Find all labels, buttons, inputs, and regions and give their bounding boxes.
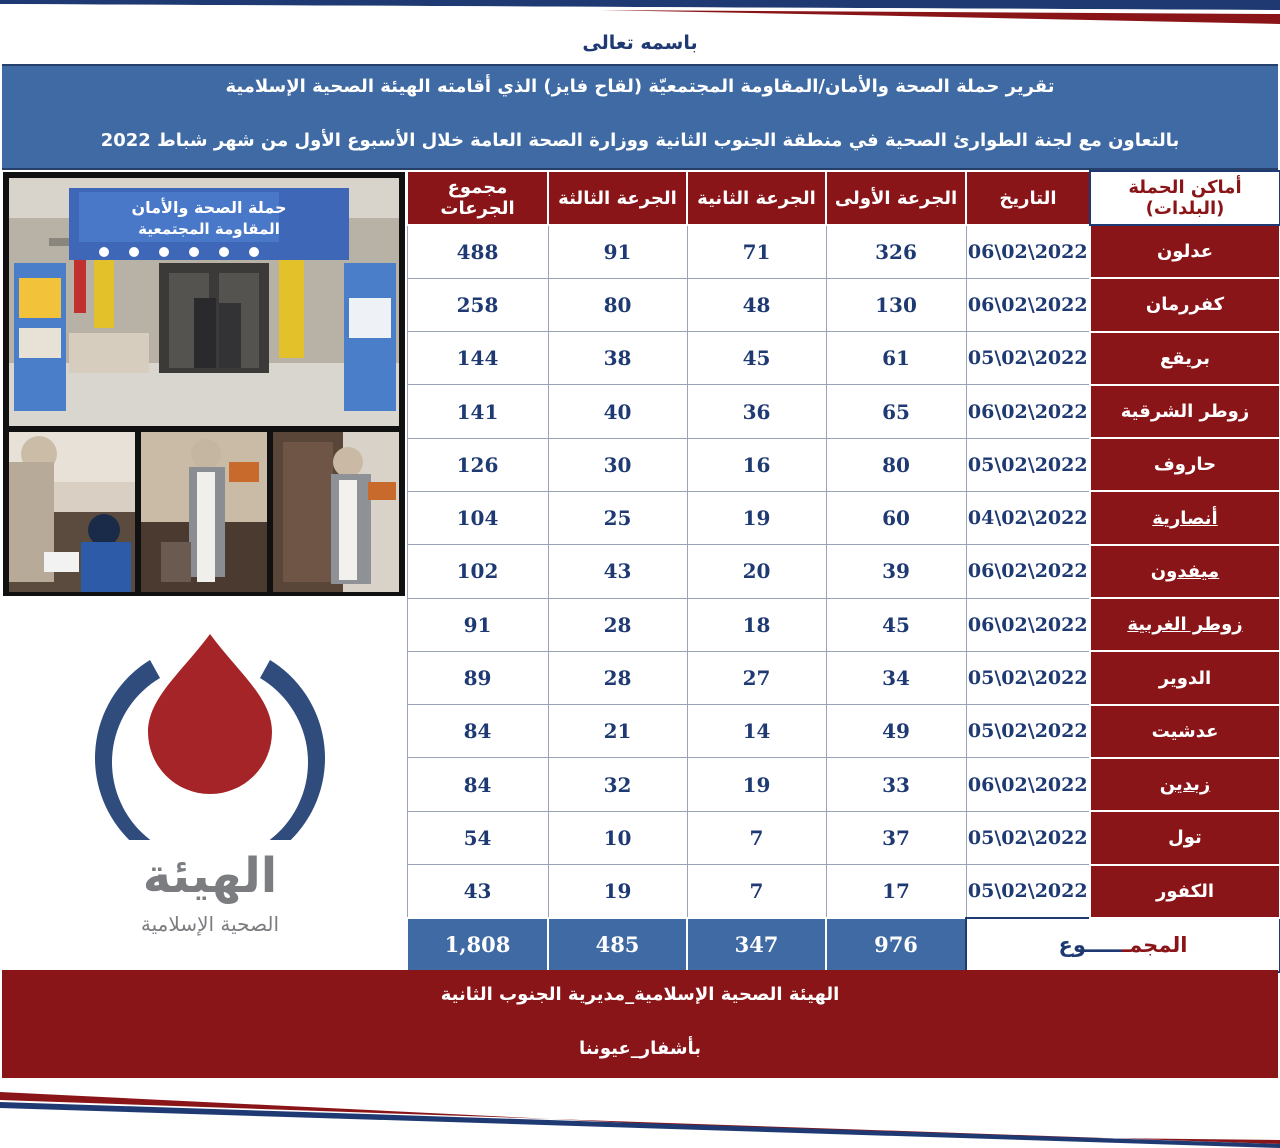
dose1-cell: 34 bbox=[826, 651, 966, 704]
dose2-cell: 27 bbox=[687, 651, 826, 704]
header-place: أماكن الحملة (البلدات) bbox=[1090, 171, 1280, 225]
place-cell: زبدين bbox=[1090, 758, 1280, 811]
header-dose1: الجرعة الأولى bbox=[826, 171, 966, 225]
campaign-entrance-photo bbox=[9, 178, 399, 426]
total-dose1: 976 bbox=[826, 918, 966, 972]
total-cell: 54 bbox=[407, 811, 548, 864]
place-cell: كفررمان bbox=[1090, 278, 1280, 331]
dose3-cell: 80 bbox=[548, 278, 687, 331]
date-cell: 2022\02\06 bbox=[966, 758, 1090, 811]
dose1-cell: 33 bbox=[826, 758, 966, 811]
place-cell: عدشيت bbox=[1090, 705, 1280, 758]
header-band bbox=[2, 64, 1278, 170]
dose3-cell: 25 bbox=[548, 491, 687, 544]
header-total: مجموع الجرعات bbox=[407, 171, 548, 225]
report-subtitle: بالتعاون مع لجنة الطوارئ الصحية في منطقة الجنوب الثانية ووزارة الصحة العامة خلال الأسبوع الأول من شهر شباط 2022 bbox=[100, 130, 1180, 151]
dose1-cell: 61 bbox=[826, 332, 966, 385]
place-cell: أنصارية bbox=[1090, 491, 1280, 544]
date-cell: 2022\02\05 bbox=[966, 438, 1090, 491]
total-cell: 126 bbox=[407, 438, 548, 491]
dose1-cell: 49 bbox=[826, 705, 966, 758]
dose2-cell: 20 bbox=[687, 545, 826, 598]
dose3-cell: 30 bbox=[548, 438, 687, 491]
banner-text-line2: المقاومة المجتمعية bbox=[138, 220, 280, 238]
table-row bbox=[407, 758, 1280, 811]
dose1-cell: 17 bbox=[826, 865, 966, 918]
dose2-cell: 7 bbox=[687, 811, 826, 864]
place-cell: زوطر الغربية bbox=[1090, 598, 1280, 651]
vaccination-photo-1 bbox=[9, 432, 135, 592]
header-dose3: الجرعة الثالثة bbox=[548, 171, 687, 225]
total-cell: 488 bbox=[407, 225, 548, 278]
place-cell: تول bbox=[1090, 811, 1280, 864]
total-cell: 102 bbox=[407, 545, 548, 598]
dose2-cell: 7 bbox=[687, 865, 826, 918]
logo-name: الهيئة bbox=[142, 848, 278, 904]
dose2-cell: 16 bbox=[687, 438, 826, 491]
dose3-cell: 38 bbox=[548, 332, 687, 385]
footer-hashtag: بأشفار_عيوننا bbox=[578, 1038, 702, 1059]
logo-subname: الصحية الإسلامية bbox=[140, 912, 280, 936]
date-cell: 2022\02\05 bbox=[966, 705, 1090, 758]
dose3-cell: 10 bbox=[548, 811, 687, 864]
date-cell: 2022\02\06 bbox=[966, 278, 1090, 331]
dose3-cell: 40 bbox=[548, 385, 687, 438]
date-cell: 2022\02\05 bbox=[966, 811, 1090, 864]
table-row bbox=[407, 705, 1280, 758]
dose3-cell: 28 bbox=[548, 598, 687, 651]
date-cell: 2022\02\06 bbox=[966, 225, 1090, 278]
dose2-cell: 36 bbox=[687, 385, 826, 438]
dose2-cell: 19 bbox=[687, 491, 826, 544]
total-dose3: 485 bbox=[548, 918, 687, 972]
dose3-cell: 28 bbox=[548, 651, 687, 704]
footer-band bbox=[2, 970, 1278, 1078]
campaign-photos bbox=[3, 172, 405, 596]
date-cell: 2022\02\06 bbox=[966, 385, 1090, 438]
dose1-cell: 60 bbox=[826, 491, 966, 544]
table-row bbox=[407, 811, 1280, 864]
vaccination-photo-2 bbox=[141, 432, 267, 592]
place-cell: زوطر الشرقية bbox=[1090, 385, 1280, 438]
vaccination-photo-3 bbox=[273, 432, 399, 592]
dose2-cell: 14 bbox=[687, 705, 826, 758]
total-cell: 141 bbox=[407, 385, 548, 438]
total-cell: 84 bbox=[407, 758, 548, 811]
table-row bbox=[407, 225, 1280, 278]
dose3-cell: 91 bbox=[548, 225, 687, 278]
place-cell: ميفدون bbox=[1090, 545, 1280, 598]
place-cell: عدلون bbox=[1090, 225, 1280, 278]
totals-label: المجمــــــوع bbox=[966, 918, 1280, 972]
dose1-cell: 45 bbox=[826, 598, 966, 651]
place-cell: الدوير bbox=[1090, 651, 1280, 704]
total-cell: 104 bbox=[407, 491, 548, 544]
dose3-cell: 43 bbox=[548, 545, 687, 598]
dose3-cell: 21 bbox=[548, 705, 687, 758]
report-title: تقرير حملة الصحة والأمان/المقاومة المجتمعيّة (لقاح فايز) الذي أقامته الهيئة الصحية الإسلامية bbox=[225, 76, 1055, 97]
total-all: 1,808 bbox=[407, 918, 548, 972]
table-row bbox=[407, 385, 1280, 438]
dose1-cell: 39 bbox=[826, 545, 966, 598]
footer-organization: الهيئة الصحية الإسلامية_مديرية الجنوب الثانية bbox=[440, 984, 840, 1005]
total-cell: 258 bbox=[407, 278, 548, 331]
dose2-cell: 48 bbox=[687, 278, 826, 331]
date-cell: 2022\02\05 bbox=[966, 865, 1090, 918]
dose1-cell: 37 bbox=[826, 811, 966, 864]
dose2-cell: 71 bbox=[687, 225, 826, 278]
total-dose2: 347 bbox=[687, 918, 826, 972]
date-cell: 2022\02\06 bbox=[966, 545, 1090, 598]
dose3-cell: 32 bbox=[548, 758, 687, 811]
place-cell: بريقع bbox=[1090, 332, 1280, 385]
table-row bbox=[407, 438, 1280, 491]
header-date: التاريخ bbox=[966, 171, 1090, 225]
banner-text-line1: حملة الصحة والأمان bbox=[131, 198, 287, 217]
dose2-cell: 19 bbox=[687, 758, 826, 811]
table-row bbox=[407, 278, 1280, 331]
table-row bbox=[407, 332, 1280, 385]
date-cell: 2022\02\05 bbox=[966, 332, 1090, 385]
total-cell: 91 bbox=[407, 598, 548, 651]
table-row bbox=[407, 651, 1280, 704]
date-cell: 2022\02\05 bbox=[966, 651, 1090, 704]
bottom-decor-stripes bbox=[0, 1078, 1280, 1148]
table-row bbox=[407, 545, 1280, 598]
table-row bbox=[407, 598, 1280, 651]
place-cell: الكفور bbox=[1090, 865, 1280, 918]
place-cell: حاروف bbox=[1090, 438, 1280, 491]
vaccination-table bbox=[406, 170, 1280, 973]
table-row bbox=[407, 865, 1280, 918]
total-cell: 43 bbox=[407, 865, 548, 918]
logo-emblem bbox=[60, 620, 360, 840]
total-cell: 144 bbox=[407, 332, 548, 385]
totals-row bbox=[407, 918, 1280, 972]
dose1-cell: 326 bbox=[826, 225, 966, 278]
date-cell: 2022\02\06 bbox=[966, 598, 1090, 651]
organization-logo bbox=[60, 620, 360, 950]
total-cell: 84 bbox=[407, 705, 548, 758]
table-row bbox=[407, 491, 1280, 544]
dose3-cell: 19 bbox=[548, 865, 687, 918]
dose2-cell: 18 bbox=[687, 598, 826, 651]
dose1-cell: 130 bbox=[826, 278, 966, 331]
header-dose2: الجرعة الثانية bbox=[687, 171, 826, 225]
dose1-cell: 80 bbox=[826, 438, 966, 491]
dose1-cell: 65 bbox=[826, 385, 966, 438]
dose2-cell: 45 bbox=[687, 332, 826, 385]
basmala-heading: باسمه تعالى bbox=[582, 32, 698, 54]
table-header-row bbox=[407, 171, 1280, 225]
total-cell: 89 bbox=[407, 651, 548, 704]
date-cell: 2022\02\04 bbox=[966, 491, 1090, 544]
